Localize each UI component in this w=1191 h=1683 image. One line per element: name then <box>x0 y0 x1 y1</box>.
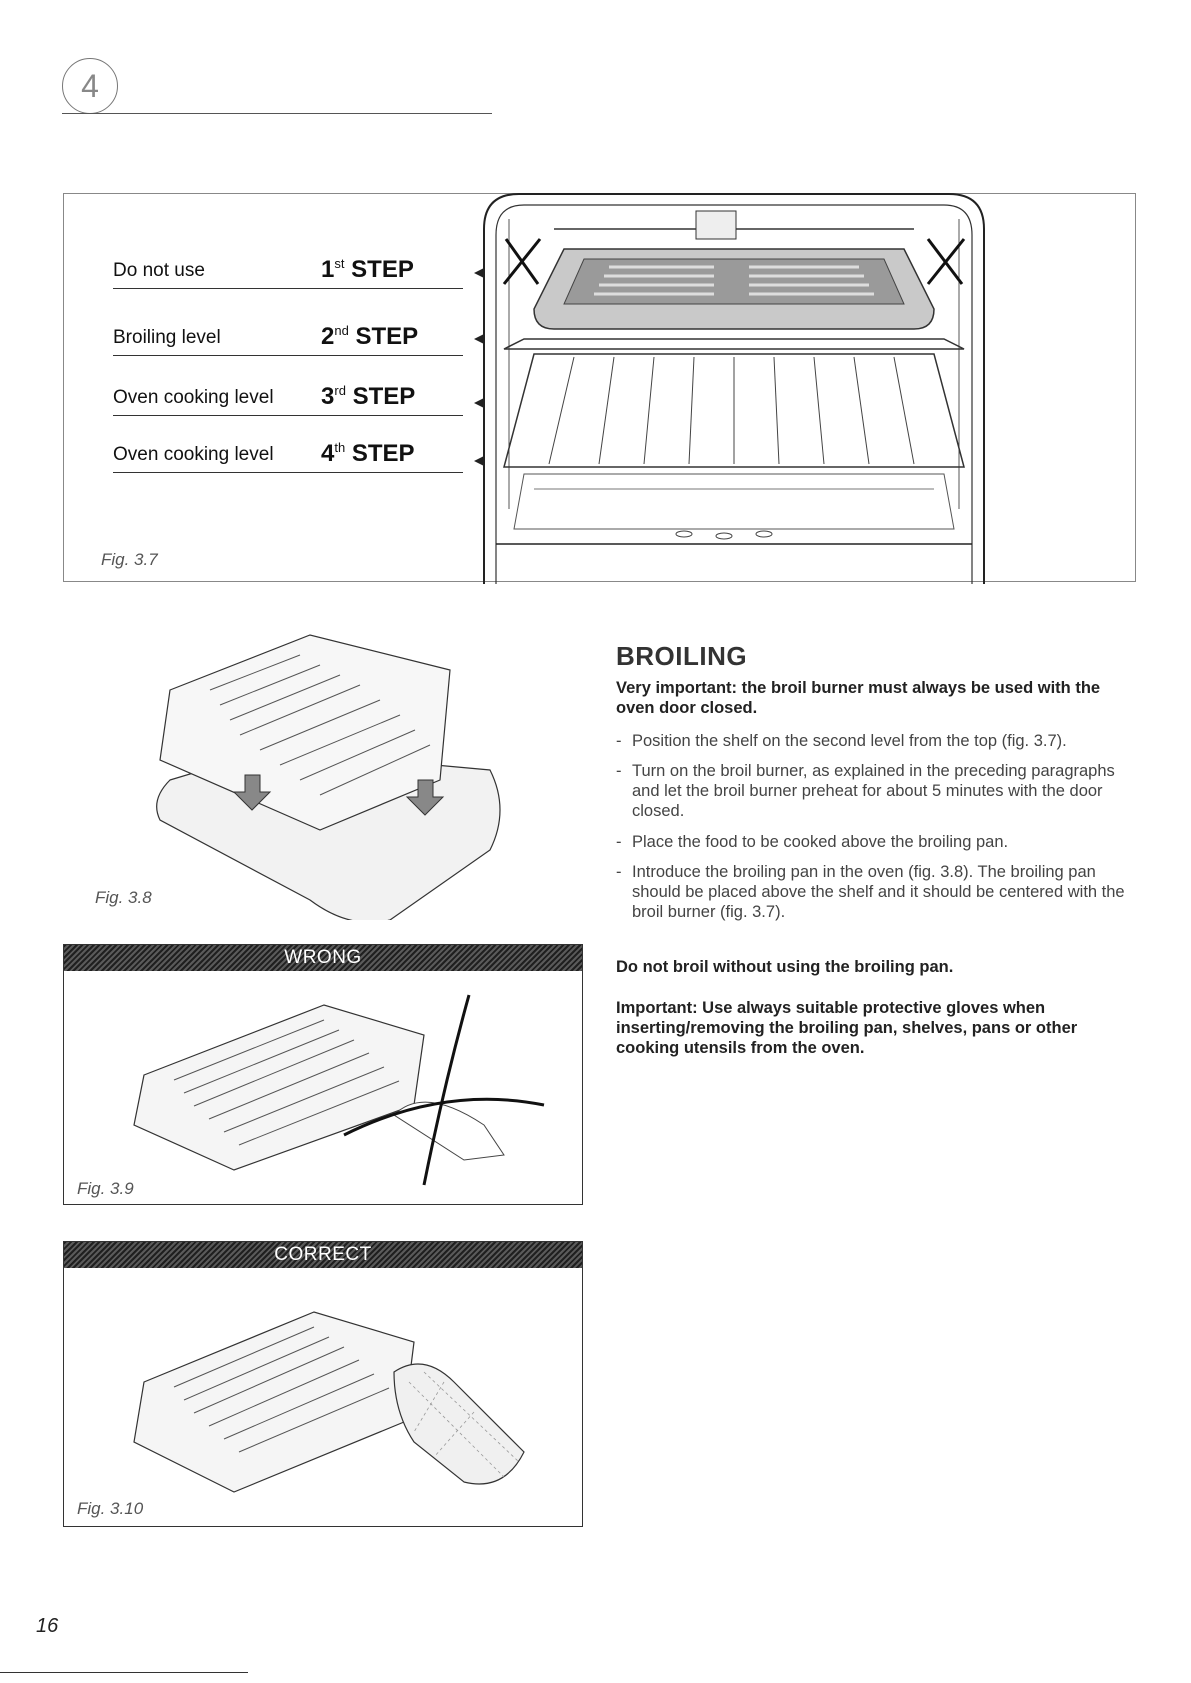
figure-3-9-caption: Fig. 3.9 <box>77 1179 134 1198</box>
broiling-section-title: BROILING <box>616 641 748 671</box>
broiling-note-pan-required: Do not broil without using the broiling pan. <box>616 958 954 976</box>
wrong-header: WRONG <box>64 945 582 971</box>
broiling-pan-assembly-illustration <box>150 630 510 920</box>
chapter-rule <box>62 113 492 114</box>
figure-3-10-caption: Fig. 3.10 <box>77 1499 144 1518</box>
step-rule-3 <box>113 415 463 416</box>
step-number-1: 1st STEP <box>321 256 414 283</box>
broiling-step-3: - Place the food to be cooked above the broiling pan. <box>616 833 1009 851</box>
figure-3-10-panel <box>63 1241 583 1527</box>
step-number-3: 3rd STEP <box>321 383 416 410</box>
wrong-handling-illustration <box>124 985 564 1190</box>
broiling-step-4: - Introduce the broiling pan in the oven (fig. 3.8). The broiling pan should be placed above the shelf and it should be centered with the broil burner (fig. 3.7). <box>616 863 1125 921</box>
footer-rule <box>0 1672 248 1673</box>
step-label-3: Oven cooking level <box>113 387 274 408</box>
broiling-step-1: - Position the shelf on the second level from the top (fig. 3.7). <box>616 732 1067 750</box>
step-label-2: Broiling level <box>113 327 221 348</box>
step-row-1 <box>113 256 473 290</box>
oven-cavity-illustration <box>464 189 1024 584</box>
step-rule-4 <box>113 472 463 473</box>
step-row-3 <box>113 383 473 417</box>
step-rule-2 <box>113 355 463 356</box>
broiling-important-warning: Very important: the broil burner must always be used with the oven door closed. <box>616 679 1101 717</box>
figure-3-8-caption: Fig. 3.8 <box>95 888 152 907</box>
step-label-1: Do not use <box>113 260 205 281</box>
step-row-2 <box>113 323 473 357</box>
broiling-note-gloves: Important: Use always suitable protective gloves when inserting/removing the broiling pan, shelves, pans or other cooking utensils from the oven. <box>616 999 1078 1057</box>
figure-3-9-panel <box>63 944 583 1205</box>
step-row-4 <box>113 440 473 474</box>
correct-handling-illustration <box>124 1282 564 1517</box>
figure-3-7-frame <box>63 193 1136 582</box>
broiling-step-2: - Turn on the broil burner, as explained in the preceding paragraphs and let the broil burner preheat for about 5 minutes with the door closed. <box>616 762 1115 820</box>
step-rule-1 <box>113 288 463 289</box>
figure-3-7-caption: Fig. 3.7 <box>101 550 158 569</box>
chapter-number-badge: 4 <box>62 58 118 114</box>
step-number-4: 4th STEP <box>321 440 415 467</box>
page-number: 16 <box>36 1615 59 1637</box>
step-number-2: 2nd STEP <box>321 323 419 350</box>
correct-header: CORRECT <box>64 1242 582 1268</box>
step-label-4: Oven cooking level <box>113 444 274 465</box>
